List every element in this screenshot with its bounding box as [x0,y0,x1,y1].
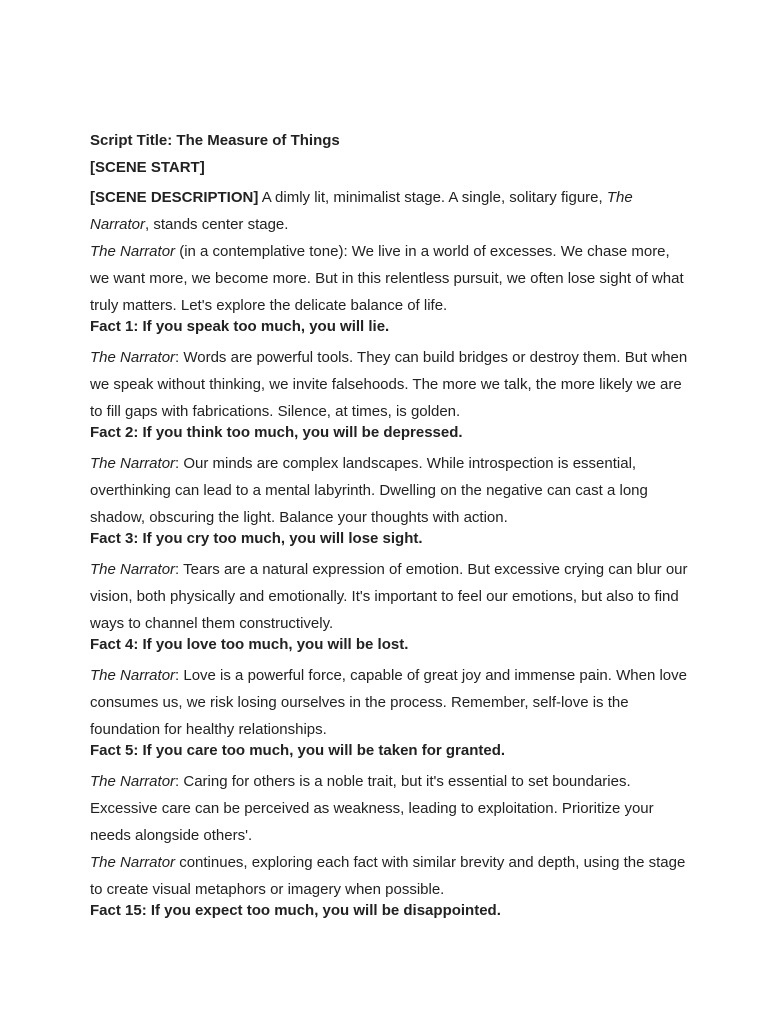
fact-narration-5 [90,768,690,849]
narration-text: : Words are powerful tools. They can build bridges or destroy them. But when we speak without thinking, we invite falsehoods. The more we talk, the more likely we are to fill gaps with fabrications. Silence, at times, is golden. [90,349,688,420]
narrator-name: The Narrator [90,854,176,871]
script-title: Script Title: The Measure of Things [90,132,340,149]
fact-heading-2: Fact 2: If you think too much, you will be depressed. [90,424,463,441]
narrator-name: The Narrator [90,455,176,472]
narration-text: : Love is a powerful force, capable of great joy and immense pain. When love consumes us, we risk losing ourselves in the process. Remember, self-love is the foundation for healthy relationships. [90,667,687,738]
narrator-name: The Narrator [90,243,176,260]
fact-heading-5: Fact 5: If you care too much, you will be taken for granted. [90,742,506,759]
intro-paragraph [90,238,690,319]
narration-text: : Our minds are complex landscapes. While introspection is essential, overthinking can lead to a mental labyrinth. Dwelling on the negative can cast a long shadow, obscuring the light. Balance your thoughts with action. [90,455,648,526]
narration-text: : Tears are a natural expression of emotion. But excessive crying can blur our vision, both physically and emotionally. It's important to feel our emotions, but also to find ways to channel them constructively. [90,561,688,632]
continues-text: continues, exploring each fact with similar brevity and depth, using the stage to create visual metaphors or imagery when possible. [90,854,686,898]
continues-paragraph [90,849,690,903]
fact-heading-1: Fact 1: If you speak too much, you will lie. [90,318,390,335]
scene-description-text-2: , stands center stage. [145,216,289,233]
scene-description-text-1: A dimly lit, minimalist stage. A single, solitary figure, [258,189,607,206]
narrator-name: The Narrator [90,561,176,578]
scene-description-label: [SCENE DESCRIPTION] [90,189,259,206]
intro-text: (in a contemplative tone): We live in a world of excesses. We chase more, we want more, we become more. But in this relentless pursuit, we often lose sight of what truly matters. Let's explore the delicate balance of life. [90,243,684,314]
scene-start: [SCENE START] [90,159,205,176]
fact-heading-4: Fact 4: If you love too much, you will be lost. [90,636,409,653]
fact-narration-4 [90,662,690,743]
narrator-name: The Narrator [90,773,176,790]
fact-heading-3: Fact 3: If you cry too much, you will lose sight. [90,530,423,547]
scene-description [90,184,690,238]
document-page [90,130,690,928]
narrator-name: The Narrator [90,667,176,684]
fact-narration-3 [90,556,690,637]
fact-narration-1 [90,344,690,425]
fact-heading-15: Fact 15: If you expect too much, you will be disappointed. [90,902,501,919]
narrator-name: The Narrator [90,349,176,366]
narration-text: : Caring for others is a noble trait, but it's essential to set boundaries. Excessive care can be perceived as weakness, leading to exploitation. Prioritize your needs alongside others'. [90,773,654,844]
narrator-name: The Narrator [90,189,633,233]
fact-narration-2 [90,450,690,531]
